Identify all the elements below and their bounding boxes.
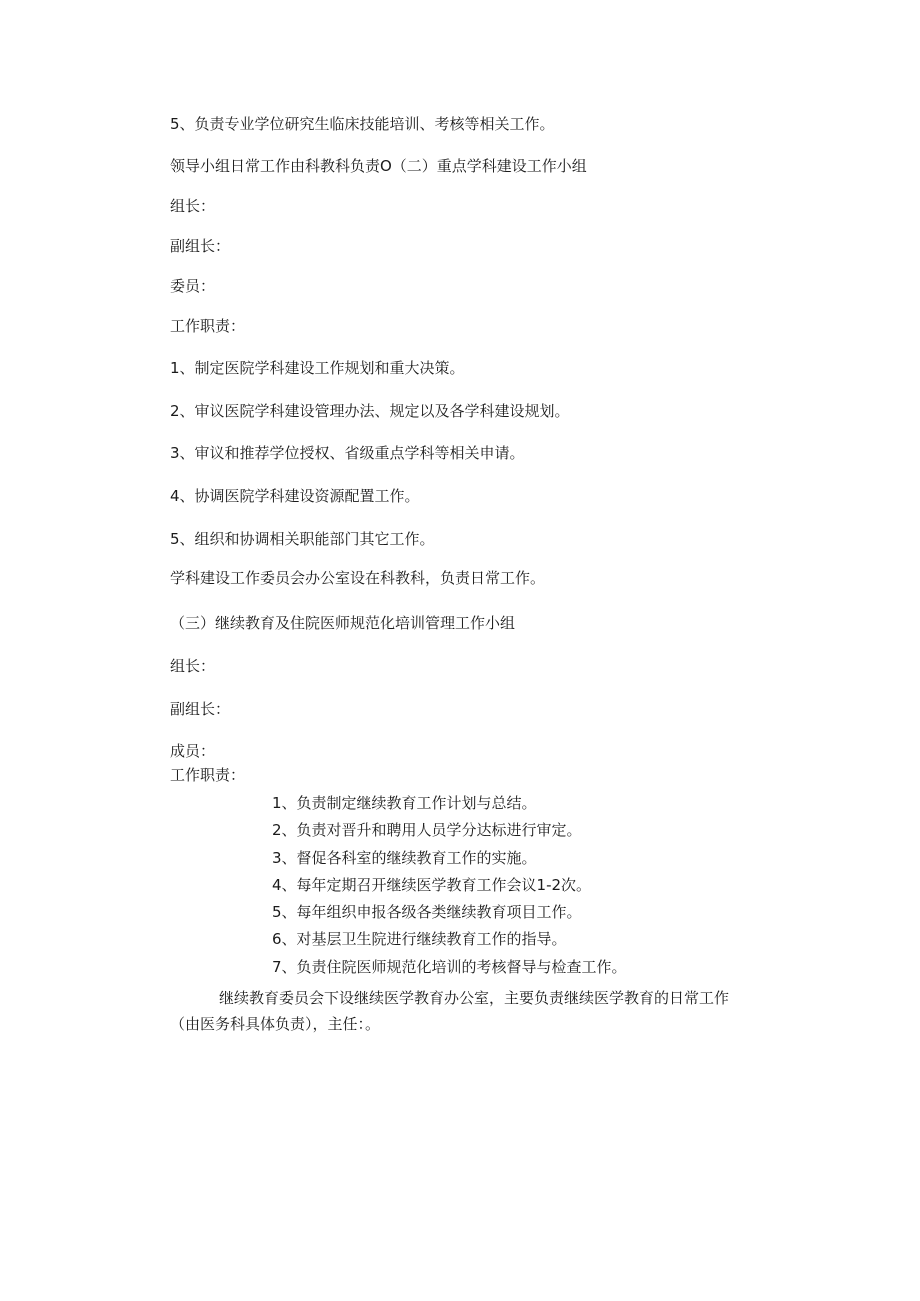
text-line: 工作职责：	[170, 766, 246, 784]
text-line: 1、制定医院学科建设工作规划和重大决策。	[170, 359, 465, 377]
list-item: 5、每年组织申报各级各类继续教育项目工作。	[272, 903, 582, 921]
text-line: 组长：	[170, 657, 216, 675]
section-heading: （三）继续教育及住院医师规范化培训管理工作小组	[170, 614, 516, 632]
text-line: 4、协调医院学科建设资源配置工作。	[170, 487, 420, 505]
text-line: 副组长：	[170, 700, 231, 718]
text-line: 成员：	[170, 742, 216, 760]
list-item: 6、对基层卫生院进行继续教育工作的指导。	[272, 930, 567, 948]
text-line: 学科建设工作委员会办公室设在科教科，负责日常工作。	[170, 569, 546, 587]
text-line: 2、审议医院学科建设管理办法、规定以及各学科建设规划。	[170, 402, 570, 420]
text-line: 副组长：	[170, 237, 231, 255]
paragraph-line: 继续教育委员会下设继续医学教育办公室，主要负责继续医学教育的日常工作	[219, 989, 730, 1007]
list-item: 1、负责制定继续教育工作计划与总结。	[272, 794, 537, 812]
text-line: 工作职责：	[170, 317, 246, 335]
list-item: 4、每年定期召开继续医学教育工作会议1-2次。	[272, 876, 592, 894]
text-line: 委员：	[170, 277, 216, 295]
list-item: 2、负责对晋升和聘用人员学分达标进行审定。	[272, 821, 582, 839]
text-line: 5、组织和协调相关职能部门其它工作。	[170, 530, 435, 548]
text-line: 组长：	[170, 197, 216, 215]
paragraph-line: （由医务科具体负责），主任：。	[170, 1015, 381, 1033]
list-item: 7、负责住院医师规范化培训的考核督导与检查工作。	[272, 958, 627, 976]
text-line: 5、负责专业学位研究生临床技能培训、考核等相关工作。	[170, 115, 555, 133]
text-line: 3、审议和推荐学位授权、省级重点学科等相关申请。	[170, 444, 525, 462]
text-line: 领导小组日常工作由科教科负责O（二）重点学科建设工作小组	[170, 157, 587, 175]
list-item: 3、督促各科室的继续教育工作的实施。	[272, 849, 537, 867]
